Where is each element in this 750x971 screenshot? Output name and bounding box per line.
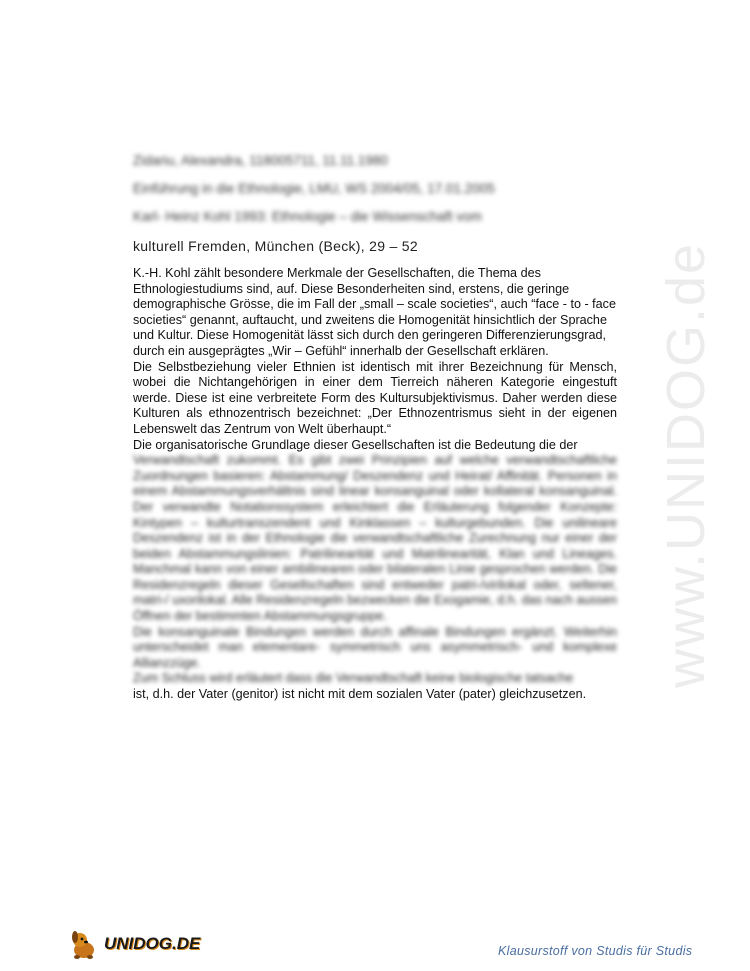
author-line: Zidariu, Alexandra, 118005711, 11.11.1980	[133, 153, 388, 168]
unidog-logo[interactable]	[66, 928, 206, 962]
paragraph-2: Die Selbstbeziehung vieler Ethnien ist identisch mit ihrer Bezeichnung für Mensch, wobei die Nichtangehörigen in einer dem Tierreich näheren Kategorie eingestuft werde. Diese ist eine verbreitete Form des Kultursubjektivismus. Daher werden diese Kulturen als ethnozentrisch bezeichnet: „Der Ethnozentrismus sieht in der eigenen Lebenswelt das Zentrum von Welt überhaupt.“	[133, 359, 617, 436]
dog-mascot-icon	[66, 928, 102, 962]
course-line: Einführung in die Ethnologie, LMU, WS 2004/05, 17.01.2005	[133, 181, 495, 196]
watermark: www.UNIDOG.de	[656, 241, 716, 689]
source-line: Karl- Heinz Kohl 1993: Ethnologie – die Wissenschaft vom	[133, 209, 482, 224]
paragraph-3-blurred: Verwandtschaft zukommt. Es gibt zwei Prinzipien auf welche verwandtschaftliche Zuordnungen basieren: Abstammung/ Deszendenz und Heirat/ Affinität. Personen in einem Abstammungsverhältnis sind linear konsanguinal oder kollateral konsanguinal. Der verwandte Notationssystem erleichtert die Erläuterung folgender Konzepte: Kintypen – kulturtranszendent und Kinklassen – kulturgebunden. Die unilineare Deszendenz ist in der Ethnologie die verwandtschaftliche Zurechnung nur einer der beiden Abstammungslinien: Patrilinearität und Matrilinearität, Klan und Lineages. Manchmal kann von einer ambilinearen oder bilateralen Linie gesprochen werden. Die Residenzregeln dieser Gesellschaften sind entweder patri-/virilokal oder, seltener, matri-/ uxorilokal. Alle Residenzregeln bezwecken die Exogamie, d.h. das nach aussen Öffnen der bestimmten Abstammungsgruppe.	[133, 453, 617, 624]
blurred-preview-section	[133, 453, 617, 687]
paragraph-3-first-line: Die organisatorische Grundlage dieser Gesellschaften ist die Bedeutung die der	[133, 437, 578, 452]
paragraph-1: K.-H. Kohl zählt besondere Merkmale der Gesellschaften, die Thema des Ethnologiestudiums sind, auf. Diese Besonderheiten sind, erstens, die geringe demographische Grösse, die im Fall der „small – scale societies“, auch “face - to - face societies“ genannt, auftaucht, und zweitens die Homogenität hinsichtlich der Sprache und Kultur. Diese Homogenität lässt sich durch den geringeren Differenzierungsgrad, durch ein ausgeprägtes „Wir – Gefühl“ innerhalb der Gesellschaft erklären.	[133, 266, 616, 358]
logo-text: UNIDOG.DE	[104, 934, 201, 953]
paragraph-5-blurred-line: Zum Schluss wird erläutert dass die Verwandtschaft keine biologische tatsache	[133, 671, 574, 686]
document-body	[133, 266, 617, 703]
footer-tagline: Klausurstoff von Studis für Studis	[498, 944, 693, 958]
paragraph-4-blurred: Die konsanguinale Bindungen werden durch affinale Bindungen ergänzt. Weiterhin unterscheidet man elementare- symmetrisch uns asymmetrisch- und komplexe Allianzzüge.	[133, 624, 617, 670]
citation-line: kulturell Fremden, München (Beck), 29 – 52	[133, 238, 418, 254]
paragraph-5-clear: ist, d.h. der Vater (genitor) ist nicht mit dem sozialen Vater (pater) gleichzusetzen.	[133, 687, 587, 702]
